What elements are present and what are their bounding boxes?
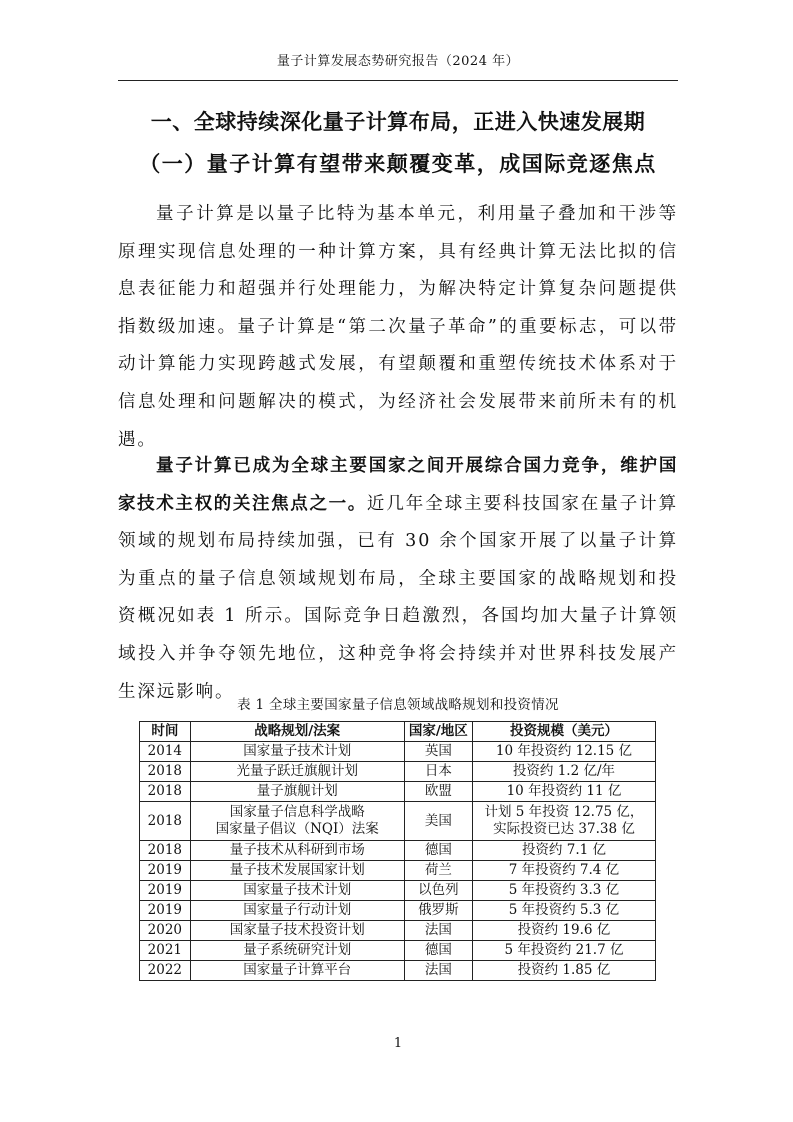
section-heading: 一、全球持续深化量子计算布局，正进入快速发展期 [150, 110, 646, 134]
cell-strategy: 量子技术发展国家计划 [190, 861, 404, 881]
table-row [140, 941, 656, 961]
header-year: 时间 [140, 722, 191, 742]
cell-strategy: 国家量子技术投资计划 [190, 921, 404, 941]
table-row [140, 742, 656, 762]
table-row [140, 802, 656, 841]
cell-investment: 7 年投资约 7.4 亿 [472, 861, 655, 881]
cell-year: 2020 [140, 921, 191, 941]
cell-strategy: 量子系统研究计划 [190, 941, 404, 961]
cell-strategy: 国家量子行动计划 [190, 901, 404, 921]
investment-table [139, 721, 656, 981]
cell-year: 2018 [140, 802, 191, 841]
page-number: 1 [393, 1036, 403, 1051]
paragraph-2-text: 近几年全球主要科技国家在量子计算领域的规划布局持续加强，已有 30 余个国家开展了以量子计算为重点的量子信息领域规划布局，全球主要国家的战略规划和投资概况如表 1 所示。国际竞争日趋激烈，各国均加大量子计算领域投入并争夺领先地位，这种竞争将会持续并对世界科技发展产生深远影响。 [118, 493, 678, 702]
paragraph-2-bold-lead: 量子计算已成为全球主要国家之间开展综合国力竞争，维护国家技术主权的关注焦点之一。 [118, 456, 678, 514]
header-investment: 投资规模（美元） [472, 722, 655, 742]
table-row [140, 961, 656, 981]
cell-year: 2018 [140, 762, 191, 782]
cell-investment [472, 802, 655, 841]
table-row [140, 861, 656, 881]
cell-strategy: 国家量子计算平台 [190, 961, 404, 981]
header-strategy: 战略规划/法案 [190, 722, 404, 742]
cell-country: 荷兰 [404, 861, 472, 881]
header-country: 国家/地区 [404, 722, 472, 742]
running-header: 量子计算发展态势研究报告（2024 年） [276, 54, 520, 69]
cell-country: 法国 [404, 921, 472, 941]
cell-year: 2014 [140, 742, 191, 762]
cell-investment: 投资约 19.6 亿 [472, 921, 655, 941]
cell-country: 德国 [404, 841, 472, 861]
cell-year: 2019 [140, 881, 191, 901]
table-row [140, 881, 656, 901]
cell-investment: 10 年投资约 11 亿 [472, 782, 655, 802]
header-divider [118, 80, 678, 81]
subsection-heading: （一）量子计算有望带来颠覆变革，成国际竞逐焦点 [139, 151, 657, 176]
table-header-row [140, 722, 656, 742]
cell-year: 2021 [140, 941, 191, 961]
cell-country: 德国 [404, 941, 472, 961]
cell-year: 2022 [140, 961, 191, 981]
cell-investment: 投资约 1.85 亿 [472, 961, 655, 981]
cell-country: 英国 [404, 742, 472, 762]
cell-investment: 5 年投资约 3.3 亿 [472, 881, 655, 901]
body-paragraph-2 [118, 448, 678, 711]
table-row [140, 782, 656, 802]
table-row [140, 901, 656, 921]
cell-investment-line-1: 计划 5 年投资 12.75 亿， [484, 804, 644, 820]
cell-country: 以色列 [404, 881, 472, 901]
cell-strategy: 国家量子技术计划 [190, 881, 404, 901]
cell-investment: 10 年投资约 12.15 亿 [472, 742, 655, 762]
table-row [140, 841, 656, 861]
table-row [140, 762, 656, 782]
cell-country: 美国 [404, 802, 472, 841]
cell-strategy [190, 802, 404, 841]
cell-year: 2018 [140, 782, 191, 802]
cell-year: 2018 [140, 841, 191, 861]
table-row [140, 921, 656, 941]
cell-investment: 5 年投资约 21.7 亿 [472, 941, 655, 961]
table-caption: 表 1 全球主要国家量子信息领域战略规划和投资情况 [237, 697, 559, 713]
cell-country: 法国 [404, 961, 472, 981]
cell-strategy-line-2: 国家量子倡议（NQI）法案 [215, 821, 379, 837]
cell-strategy: 光量子跃迁旗舰计划 [190, 762, 404, 782]
cell-country: 俄罗斯 [404, 901, 472, 921]
cell-investment-line-2: 实际投资已达 37.38 亿 [493, 821, 635, 837]
cell-year: 2019 [140, 861, 191, 881]
cell-investment: 投资约 7.1 亿 [472, 841, 655, 861]
cell-year: 2019 [140, 901, 191, 921]
cell-strategy: 量子技术从科研到市场 [190, 841, 404, 861]
cell-country: 欧盟 [404, 782, 472, 802]
cell-strategy-line-1: 国家量子信息科学战略 [229, 804, 365, 820]
cell-investment: 投资约 1.2 亿/年 [472, 762, 655, 782]
body-paragraph-1: 量子计算是以量子比特为基本单元，利用量子叠加和干涉等原理实现信息处理的一种计算方案，具有经典计算无法比拟的信息表征能力和超强并行处理能力，为解决特定计算复杂问题提供指数级加速。量子计算是“第二次量子革命”的重要标志，可以带动计算能力实现跨越式发展，有望颠覆和重塑传统技术体系对于信息处理和问题解决的模式，为经济社会发展带来前所未有的机遇。 [118, 204, 678, 450]
cell-investment: 5 年投资约 5.3 亿 [472, 901, 655, 921]
cell-country: 日本 [404, 762, 472, 782]
cell-strategy: 量子旗舰计划 [190, 782, 404, 802]
cell-strategy: 国家量子技术计划 [190, 742, 404, 762]
